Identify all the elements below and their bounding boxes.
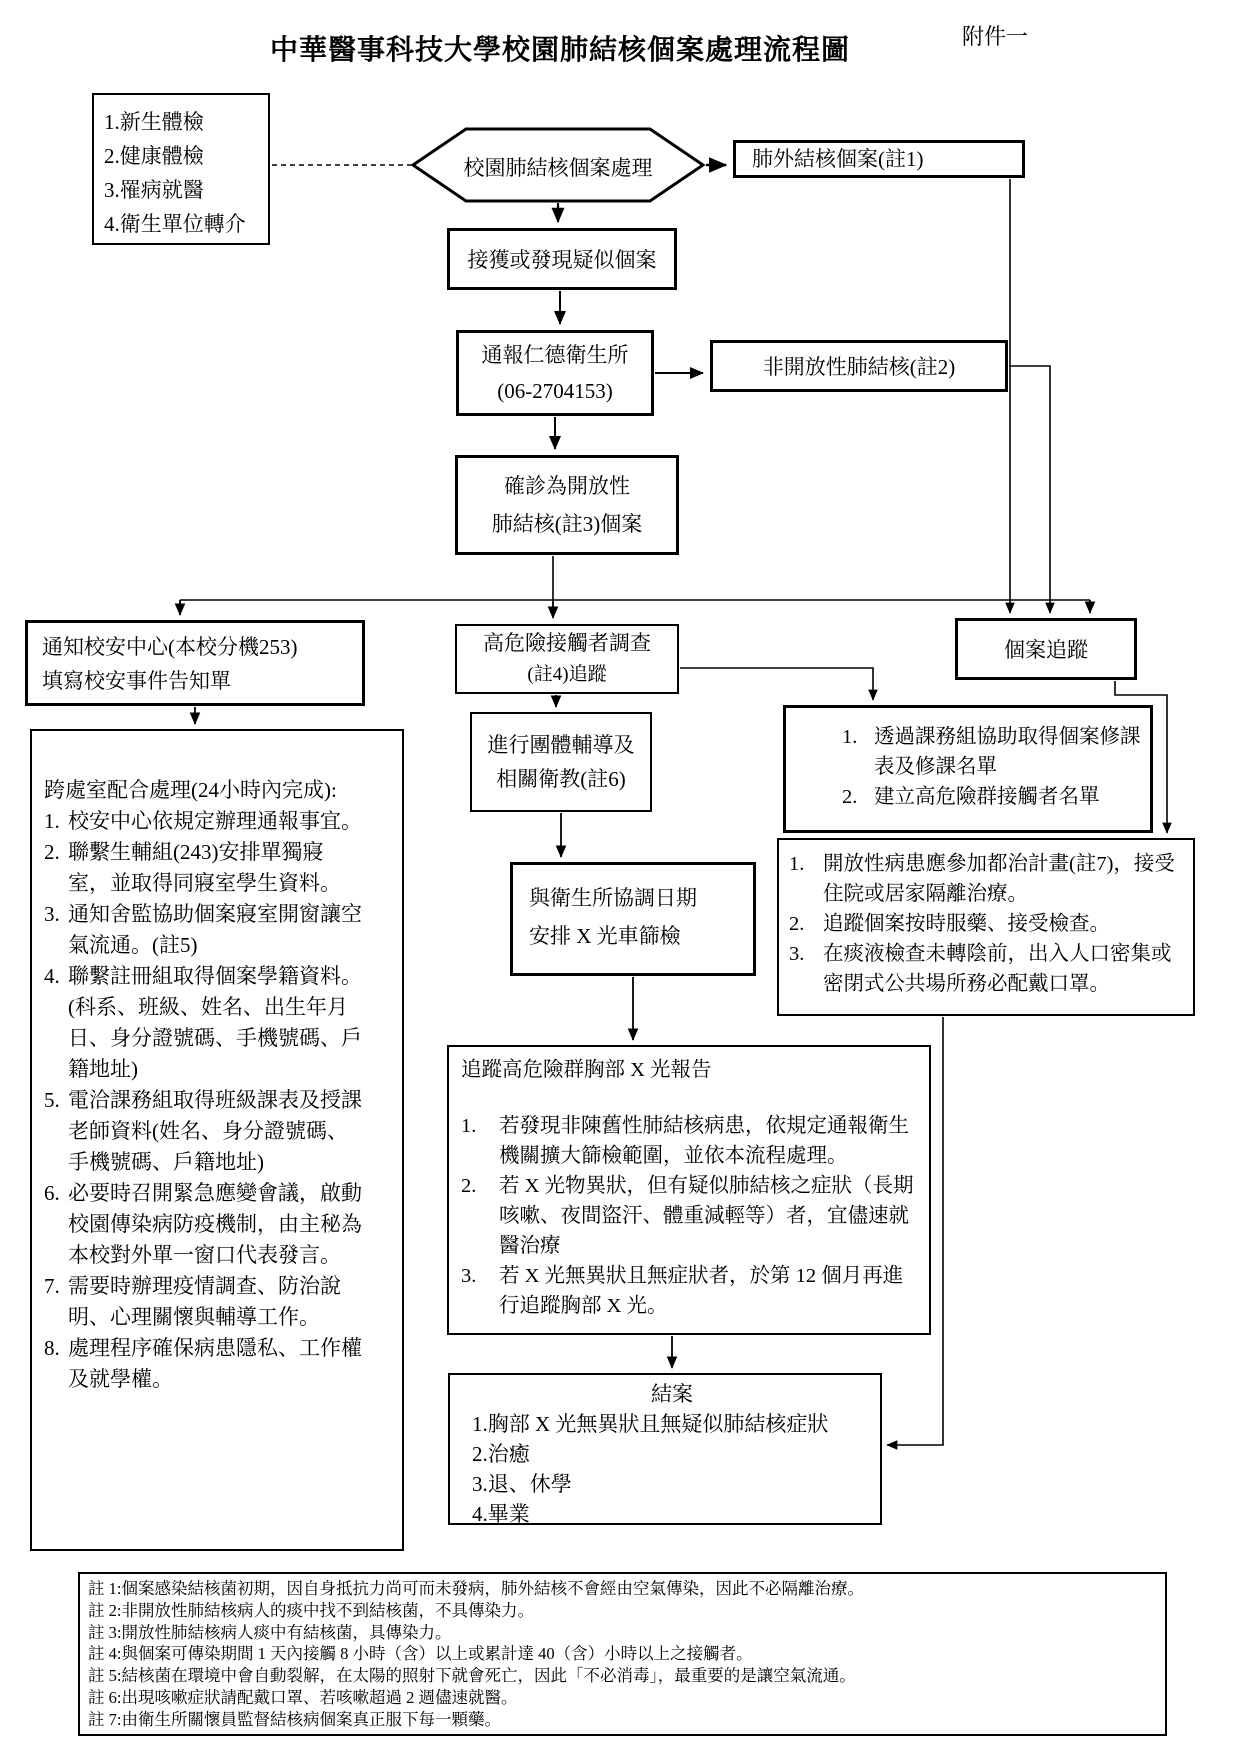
case-closed-item: 3.退、休學 <box>472 1472 572 1496</box>
group-counseling-box <box>470 712 652 812</box>
xray-followup-item: 3. 若 X 光無異狀且無症狀者，於第 12 個月再進行追蹤胸部 X 光。 <box>461 1265 904 1317</box>
group-counseling-line2: 相關衛教(註6) <box>496 767 626 791</box>
source-item: 4.衛生單位轉介 <box>104 212 246 236</box>
cross-department-item: 1. 校安中心依規定辦理通報事宜。 <box>44 809 362 833</box>
confirmed-line2: 肺結核(註3)個案 <box>491 512 643 536</box>
xray-screening-line2: 安排 X 光車篩檢 <box>529 924 681 948</box>
case-tracking-box <box>955 618 1137 680</box>
xray-followup-item: 2. 若 X 光物異狀，但有疑似肺結核之症狀（長期咳嗽、夜間盜汗、體重減輕等）者，宜儘速就醫治療 <box>461 1175 914 1257</box>
notes-box <box>78 1572 1167 1736</box>
course-list-item: 2. 建立高危險群接觸者名單 <box>842 786 1100 808</box>
cross-department-item: 6. 必要時召開緊急應變會議，啟動校園傳染病防疫機制，由主秘為本校對外單一窗口代表發言。 <box>44 1181 362 1267</box>
treatment-item: 2. 追蹤個案按時服藥、接受檢查。 <box>789 913 1110 935</box>
cross-department-box <box>30 729 404 1551</box>
note-line: 註 1:個案感染結核菌初期，因自身抵抗力尚可而未發病，肺外結核不會經由空氣傳染，因此不必隔離治療。 <box>88 1579 864 1598</box>
group-counseling-line1: 進行團體輔導及 <box>487 733 635 757</box>
case-tracking-label: 個案追蹤 <box>1004 638 1088 662</box>
notify-security-line1: 通知校安中心(本校分機253) <box>42 635 298 659</box>
cross-department-item: 4. 聯繫註冊組取得個案學籍資料。(科系、班級、姓名、出生年月日、身分證號碼、手機號碼、戶籍地址) <box>44 964 362 1081</box>
case-closed-title: 結案 <box>651 1382 693 1406</box>
treatment-item: 3. 在痰液檢查未轉陰前，出入人口密集或密閉式公共場所務必配戴口罩。 <box>789 943 1172 995</box>
case-closed-item: 1.胸部 X 光無異狀且無疑似肺結核症狀 <box>472 1412 829 1436</box>
course-list-box <box>783 705 1153 833</box>
note-line: 註 4:與個案可傳染期間 1 天內接觸 8 小時（含）以上或累計達 40（含）小時以上之接觸者。 <box>88 1644 753 1664</box>
process-hexagon-label: 校園肺結核個案處理 <box>463 156 653 180</box>
source-item: 3.罹病就醫 <box>104 178 204 202</box>
confirmed-open-tb-box <box>455 455 679 555</box>
cross-department-title: 跨處室配合處理(24小時內完成): <box>44 778 337 802</box>
notify-campus-security-box <box>25 620 365 706</box>
cross-department-item: 7. 需要時辦理疫情調查、防治說明、心理關懷與輔導工作。 <box>44 1274 341 1329</box>
case-closed-box <box>448 1373 882 1525</box>
source-list-box <box>92 93 270 245</box>
extrapulmonary-tb-label: 肺外結核個案(註1) <box>752 147 924 171</box>
report-health-center-box <box>456 330 654 416</box>
case-closed-item: 4.畢業 <box>472 1502 530 1526</box>
attachment-label: 附件一 <box>962 24 1029 49</box>
note-line: 註 7:由衛生所關懷員監督結核病個案真正服下每一顆藥。 <box>88 1709 501 1729</box>
cross-department-item: 3. 通知舍監協助個案寢室開窗讓空氣流通。(註5) <box>44 902 362 957</box>
cross-department-item: 2. 聯繫生輔組(243)安排單獨寢室，並取得同寢室學生資料。 <box>44 840 341 895</box>
non-open-tb-label: 非開放性肺結核(註2) <box>762 355 956 379</box>
report-line1: 通報仁德衛生所 <box>481 343 629 367</box>
source-item: 2.健康體檢 <box>104 144 204 168</box>
xray-screening-box <box>510 862 756 976</box>
notify-security-line2: 填寫校安事件告知單 <box>42 669 231 693</box>
case-closed-item: 2.治癒 <box>472 1442 530 1466</box>
treatment-item: 1. 開放性病患應參加都治計畫(註7)，接受住院或居家隔離治療。 <box>789 853 1175 905</box>
suspected-case-label: 接獲或發現疑似個案 <box>467 248 657 272</box>
cross-department-item: 8. 處理程序確保病患隱私、工作權及就學權。 <box>44 1336 362 1391</box>
xray-followup-title: 追蹤高危險群胸部 X 光報告 <box>461 1059 712 1081</box>
xray-followup-item: 1. 若發現非陳舊性肺結核病患，依規定通報衛生機關擴大篩檢範圍，並依本流程處理。 <box>461 1115 909 1167</box>
note-line: 註 2:非開放性肺結核病人的痰中找不到結核菌，不具傳染力。 <box>88 1600 534 1620</box>
cross-department-item: 5. 電洽課務組取得班級課表及授課老師資料(姓名、身分證號碼、手機號碼、戶籍地址) <box>44 1088 362 1174</box>
note-line: 註 3:開放性肺結核病人痰中有結核菌，具傳染力。 <box>88 1622 452 1642</box>
xray-followup-box <box>447 1045 931 1335</box>
page-title: 中華醫事科技大學校園肺結核個案處理流程圖 <box>269 35 850 66</box>
extrapulmonary-tb-box <box>733 140 1025 178</box>
high-risk-line2: (註4)追蹤 <box>527 664 607 685</box>
source-item: 1.新生體檢 <box>104 110 204 134</box>
note-line: 註 5:結核菌在環境中會自動裂解，在太陽的照射下就會死亡，因此「不必消毒」，最重要的是讓空氣流通。 <box>88 1666 856 1686</box>
treatment-compliance-box <box>777 838 1195 1016</box>
non-open-tb-box <box>710 340 1008 392</box>
confirmed-line1: 確診為開放性 <box>504 474 630 498</box>
high-risk-line1: 高危險接觸者調查 <box>483 631 651 655</box>
high-risk-contact-survey-box <box>455 624 679 694</box>
report-line2: (06-2704153) <box>497 379 613 403</box>
note-line: 註 6:出現咳嗽症狀請配戴口罩、若咳嗽超過 2 週儘速就醫。 <box>88 1687 518 1707</box>
course-list-item: 1. 透過課務組協助取得個案修課表及修課名單 <box>842 726 1141 778</box>
xray-screening-line1: 與衛生所協調日期 <box>529 886 697 910</box>
suspected-case-box <box>447 228 677 290</box>
